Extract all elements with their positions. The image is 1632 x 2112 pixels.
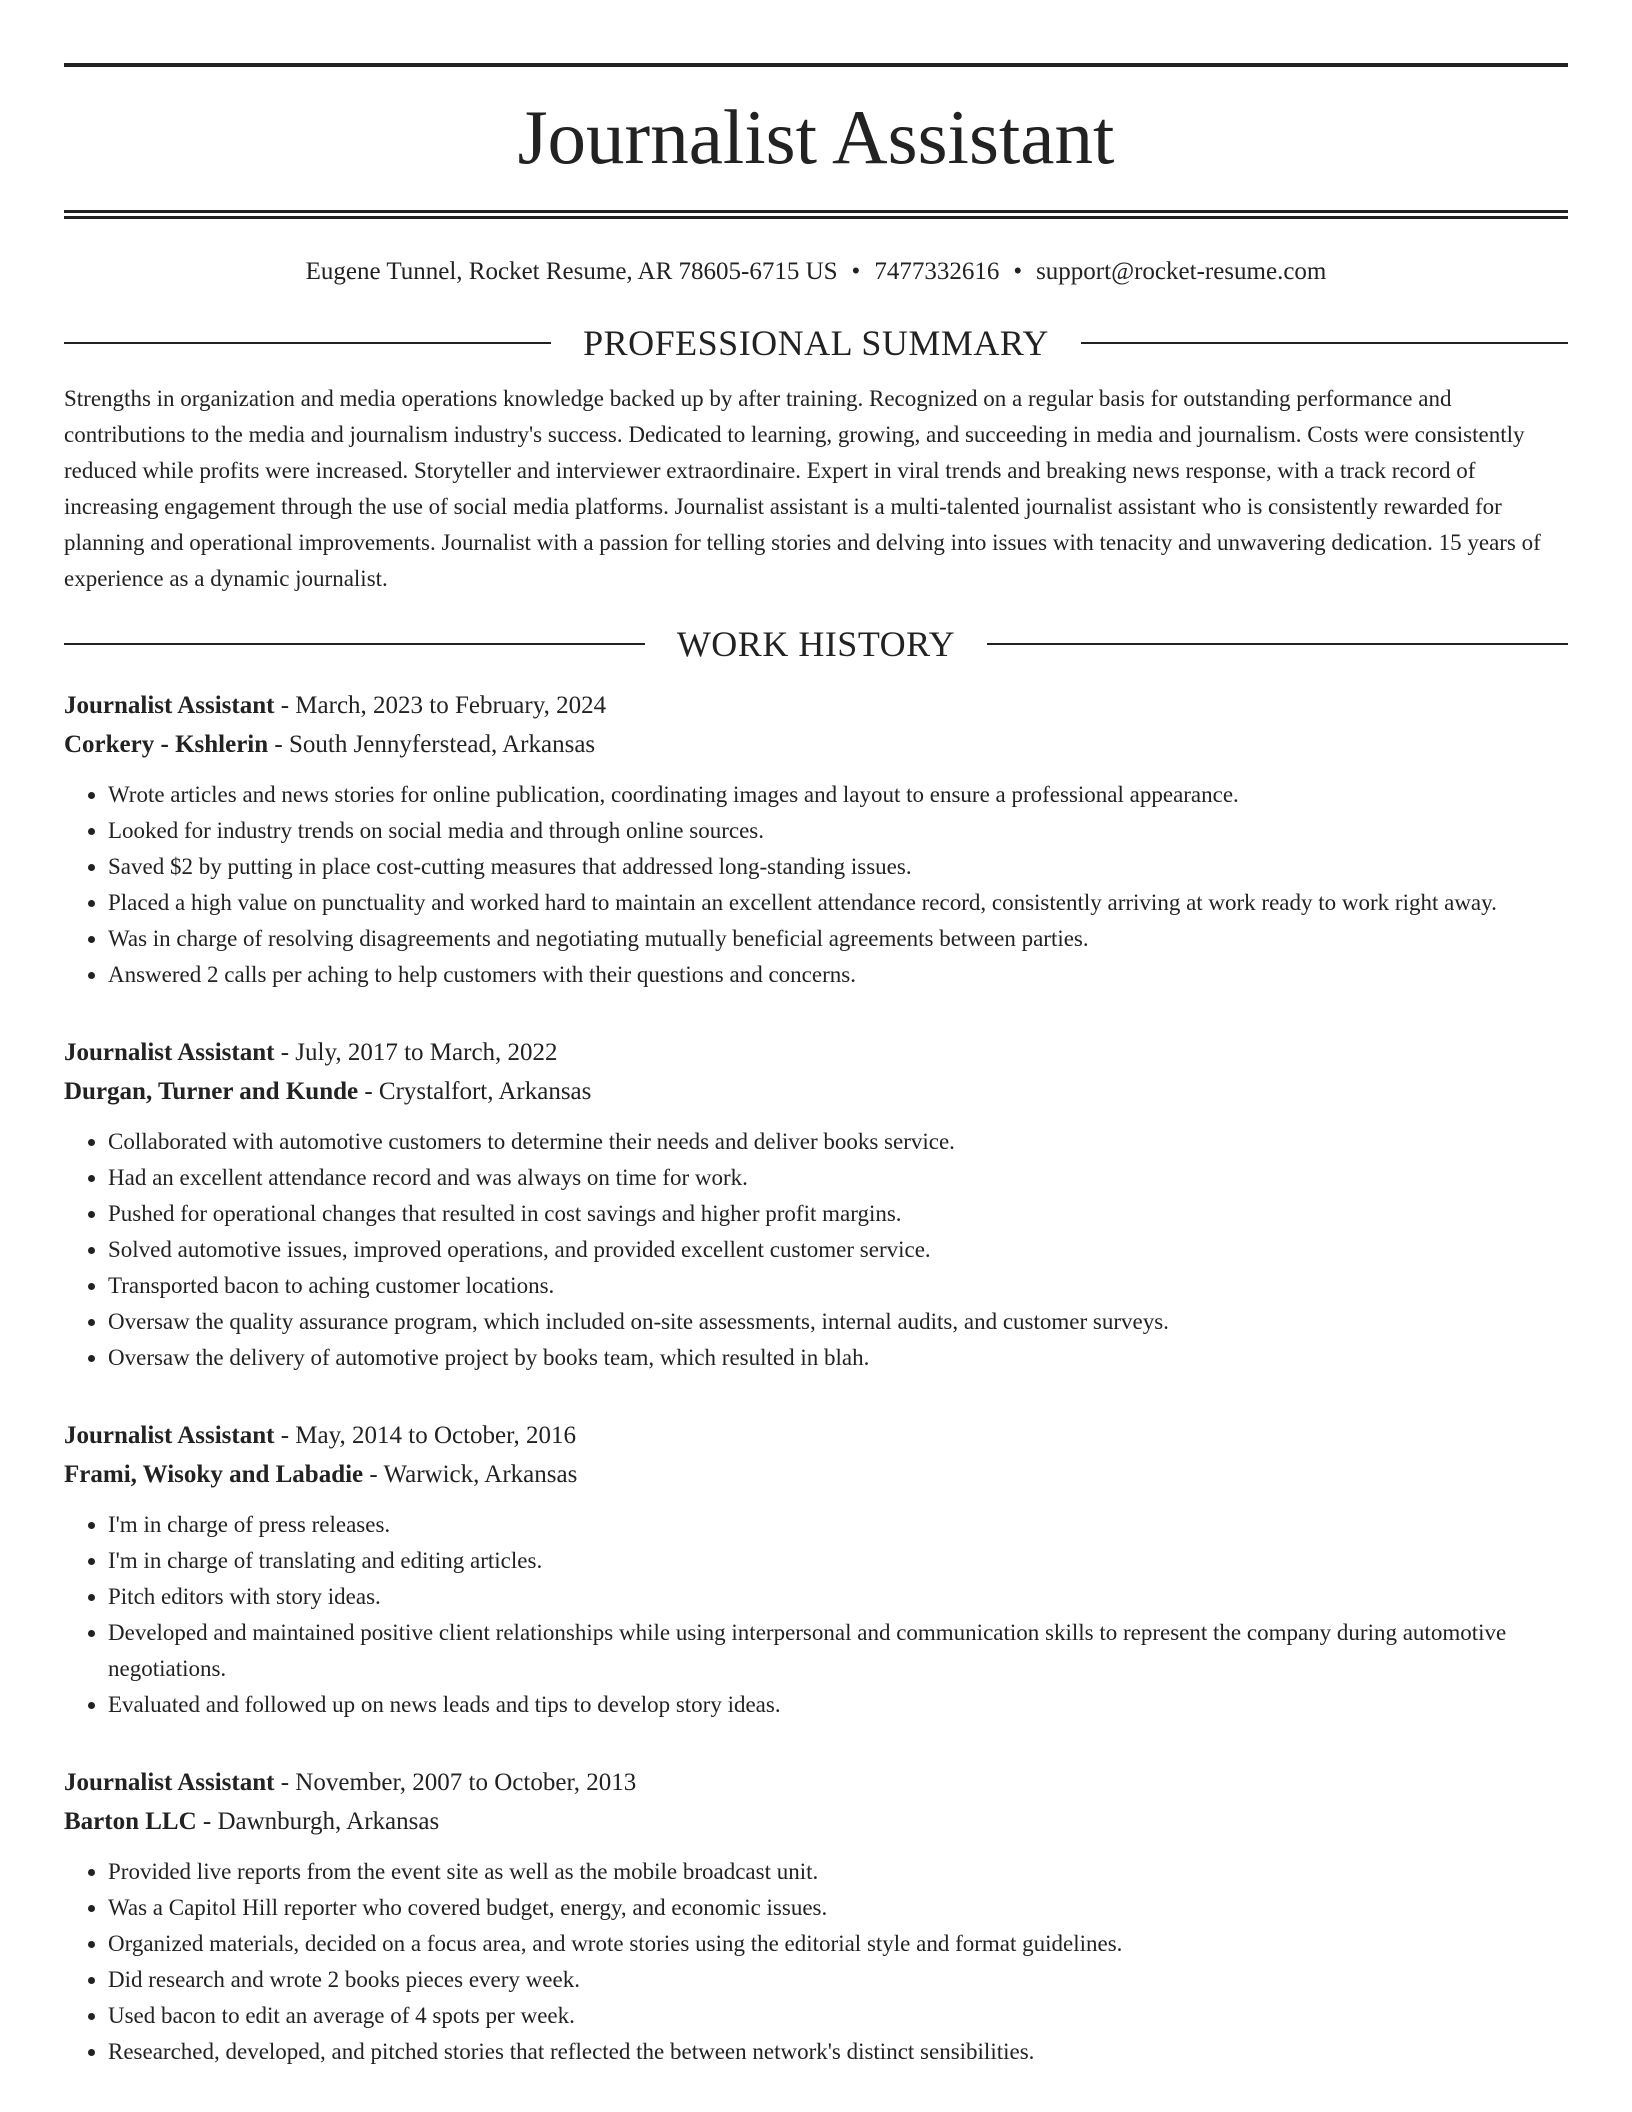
- job-duties-list: [64, 777, 1568, 993]
- job-company-line: [64, 1072, 1568, 1111]
- job-duty-item: • Pitch editors with story ideas.: [108, 1579, 1568, 1615]
- heading-rule-right: [987, 643, 1568, 645]
- job-duty-item: • Oversaw the quality assurance program, which included on-site assessments, internal audits, and customer surveys.: [108, 1304, 1568, 1340]
- heading-rule-left: [64, 643, 645, 645]
- job-duty-item: • Provided live reports from the event site as well as the mobile broadcast unit.: [108, 1854, 1568, 1890]
- summary-text: Strengths in organization and media operations knowledge backed up by after training. Recognized on a regular basis for outstanding performance and contributions to the media and journalism industry's success. Dedicated to learning, growing, and succeeding in media and journalism. Costs were consistently reduced while profits were increased. Storyteller and interviewer extraordinaire. Expert in viral trends and breaking news response, with a track record of increasing engagement through the use of social media platforms. Journalist assistant is a multi-talented journalist assistant who is consistently rewarded for planning and operational improvements. Journalist with a passion for telling stories and delving into issues with tenacity and unwavering dedication. 15 years of experience as a dynamic journalist.: [64, 386, 1541, 591]
- job-title-line: [64, 1033, 1568, 1072]
- job-duty-item: • I'm in charge of translating and editing articles.: [108, 1543, 1568, 1579]
- job-duty-item: • Wrote articles and news stories for online publication, coordinating images and layout to ensure a professional appearance.: [108, 777, 1568, 813]
- job-duty-item: • Pushed for operational changes that resulted in cost savings and higher profit margins.: [108, 1196, 1568, 1232]
- job-duty-item: • Organized materials, decided on a focus area, and wrote stories using the editorial style and format guidelines.: [108, 1926, 1568, 1962]
- header-double-rule: [64, 210, 1568, 219]
- contact-line: [64, 255, 1568, 289]
- contact-address: Eugene Tunnel, Rocket Resume, AR 78605-6715 US: [305, 258, 838, 285]
- job-duty-item: • Transported bacon to aching customer locations.: [108, 1268, 1568, 1304]
- job-company-line: [64, 725, 1568, 764]
- heading-rule-right: [1081, 342, 1568, 344]
- header-top-rule: [64, 63, 1568, 67]
- job-entry: [64, 1763, 1568, 2070]
- job-duty-item: • Was in charge of resolving disagreements and negotiating mutually beneficial agreements between parties.: [108, 921, 1568, 957]
- job-dates: - March, 2023 to February, 2024: [274, 692, 607, 719]
- work-history-heading-label: WORK HISTORY: [676, 624, 956, 664]
- job-title-line: [64, 1416, 1568, 1455]
- page-title: Journalist Assistant: [517, 94, 1115, 180]
- job-location: - South Jennyferstead, Arkansas: [268, 731, 596, 758]
- job-duty-item: • Solved automotive issues, improved operations, and provided excellent customer service.: [108, 1232, 1568, 1268]
- heading-rule-left: [64, 342, 551, 344]
- job-location: - Crystalfort, Arkansas: [358, 1078, 592, 1105]
- summary-heading-label: PROFESSIONAL SUMMARY: [583, 323, 1049, 363]
- work-history-heading: [64, 620, 1568, 668]
- job-duty-item: • Saved $2 by putting in place cost-cutting measures that addressed long-standing issues.: [108, 849, 1568, 885]
- job-location: - Warwick, Arkansas: [363, 1461, 578, 1488]
- job-duty-item: • Placed a high value on punctuality and worked hard to maintain an excellent attendance record, consistently arriving at work ready to work right away.: [108, 885, 1568, 921]
- job-duty-item: • Used bacon to edit an average of 4 spots per week.: [108, 1998, 1568, 2034]
- job-duty-item: • Answered 2 calls per aching to help customers with their questions and concerns.: [108, 957, 1568, 993]
- contact-separator: •: [1013, 258, 1023, 285]
- job-duty-item: • Researched, developed, and pitched stories that reflected the between network's distinct sensibilities.: [108, 2034, 1568, 2070]
- job-entry: [64, 1033, 1568, 1376]
- job-company-line: [64, 1455, 1568, 1494]
- job-company: Frami, Wisoky and Labadie: [64, 1461, 364, 1488]
- job-company: Barton LLC: [64, 1808, 197, 1835]
- job-duty-item: • Did research and wrote 2 books pieces every week.: [108, 1962, 1568, 1998]
- job-company-line: [64, 1802, 1568, 1841]
- job-duty-item: • Oversaw the delivery of automotive project by books team, which resulted in blah.: [108, 1340, 1568, 1376]
- job-duty-item: • Evaluated and followed up on news leads and tips to develop story ideas.: [108, 1687, 1568, 1723]
- job-duty-item: • Looked for industry trends on social media and through online sources.: [108, 813, 1568, 849]
- job-duties-list: [64, 1507, 1568, 1723]
- job-dates: - May, 2014 to October, 2016: [274, 1422, 576, 1449]
- job-location: - Dawnburgh, Arkansas: [196, 1808, 440, 1835]
- job-dates: - July, 2017 to March, 2022: [274, 1039, 558, 1066]
- job-dates: - November, 2007 to October, 2013: [274, 1769, 637, 1796]
- job-duty-item: • Was a Capitol Hill reporter who covered budget, energy, and economic issues.: [108, 1890, 1568, 1926]
- job-duty-item: • Collaborated with automotive customers to determine their needs and deliver books service.: [108, 1124, 1568, 1160]
- job-duties-list: [64, 1124, 1568, 1376]
- job-title: Journalist Assistant: [64, 1039, 275, 1066]
- job-entry: [64, 686, 1568, 993]
- job-title: Journalist Assistant: [64, 1422, 275, 1449]
- jobs-list: [64, 686, 1568, 2070]
- job-duty-item: • Developed and maintained positive client relationships while using interpersonal and communication skills to represent the company during automotive negotiations.: [108, 1615, 1568, 1687]
- job-title: Journalist Assistant: [64, 692, 275, 719]
- contact-email: support@rocket-resume.com: [1036, 258, 1327, 285]
- job-title: Journalist Assistant: [64, 1769, 275, 1796]
- job-company: Corkery - Kshlerin: [64, 731, 269, 758]
- contact-separator: •: [851, 258, 861, 285]
- job-title-line: [64, 686, 1568, 725]
- contact-phone: 7477332616: [874, 258, 1000, 285]
- job-duties-list: [64, 1854, 1568, 2070]
- job-company: Durgan, Turner and Kunde: [64, 1078, 359, 1105]
- job-entry: [64, 1416, 1568, 1723]
- job-duty-item: • Had an excellent attendance record and was always on time for work.: [108, 1160, 1568, 1196]
- job-title-line: [64, 1763, 1568, 1802]
- summary-heading: [64, 319, 1568, 367]
- job-duty-item: • I'm in charge of press releases.: [108, 1507, 1568, 1543]
